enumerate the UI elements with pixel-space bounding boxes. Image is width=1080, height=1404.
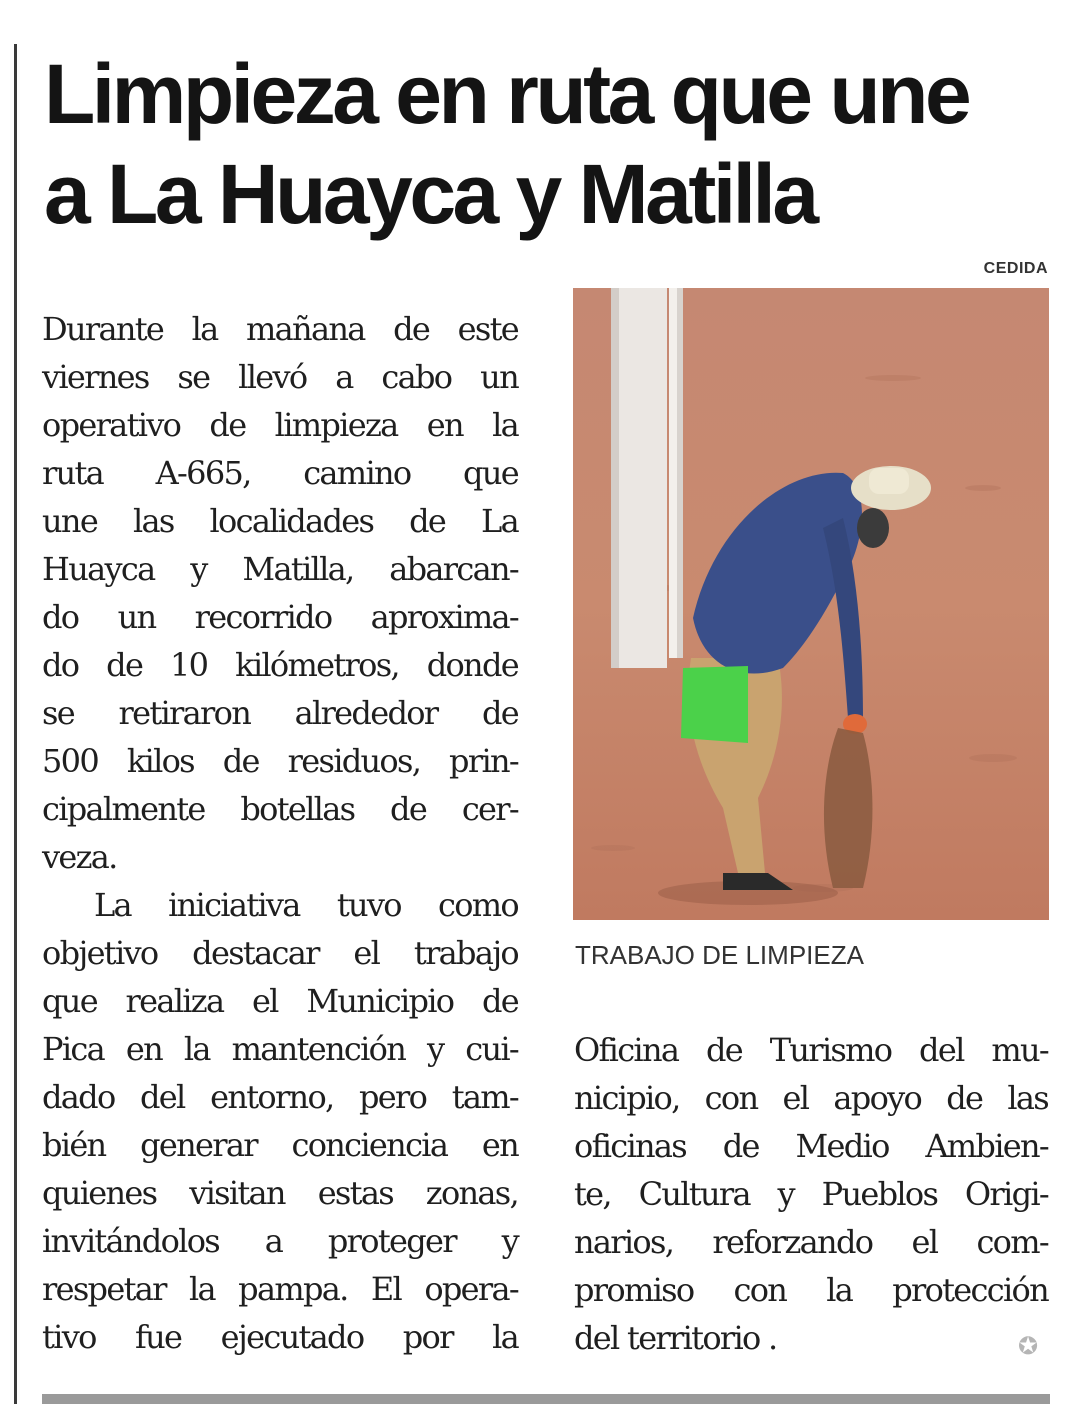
body-line: te, Cultura y Pueblos Origi- [574,1175,1048,1213]
body-line: nicipio, con el apoyo de las [574,1079,1048,1117]
end-of-article-star-icon: ✪ [1017,1332,1039,1360]
body-line: Pica en la mantención y cui- [42,1030,518,1068]
bottom-rule [42,1394,1050,1404]
body-line: tivo fue ejecutado por la [42,1318,518,1356]
body-line: quienes visitan estas zonas, [42,1174,518,1212]
body-line: Durante la mañana de este [42,310,518,348]
column-rule-left [14,44,17,1404]
body-line: promiso con la protección [574,1271,1048,1309]
body-line: cipalmente botellas de cer- [42,790,518,828]
body-line: ruta A-665, camino que [42,454,518,492]
body-line: objetivo destacar el trabajo [42,934,518,972]
body-line: do un recorrido aproxima- [42,598,518,636]
article-body-left-column [42,305,518,1361]
headline-line-1: Limpieza en ruta que une [44,47,969,141]
body-line: dado del entorno, pero tam- [42,1078,518,1116]
photo-caption: TRABAJO DE LIMPIEZA [575,940,864,970]
body-line: respetar la pampa. El opera- [42,1270,518,1308]
article-photo [573,288,1049,920]
body-line: viernes se llevó a cabo un [42,358,518,396]
body-line: del territorio . [574,1319,777,1357]
body-line: 500 kilos de residuos, prin- [42,742,518,780]
body-line: une las localidades de La [42,502,518,540]
article-body-right-column [574,1026,1048,1362]
photo-credit: CEDIDA [983,260,1048,277]
body-line: invitándolos a proteger y [42,1222,518,1260]
body-line: veza. [42,838,117,876]
body-line: oficinas de Medio Ambien- [574,1127,1048,1165]
body-line: do de 10 kilómetros, donde [42,646,518,684]
body-line: se retiraron alrededor de [42,694,518,732]
concrete-post [611,288,683,668]
body-line: Oficina de Turismo del mu- [574,1031,1048,1069]
body-line: que realiza el Municipio de [42,982,518,1020]
body-line: Huayca y Matilla, abarcan- [42,550,518,588]
body-line: narios, reforzando el com- [574,1223,1048,1261]
body-line: operativo de limpieza en la [42,406,518,444]
body-line: bién generar conciencia en [42,1126,518,1164]
headline [44,44,1054,244]
body-line-paragraph-start: La iniciativa tuvo como [94,886,518,924]
headline-line-2: a La Huayca y Matilla [44,147,816,241]
